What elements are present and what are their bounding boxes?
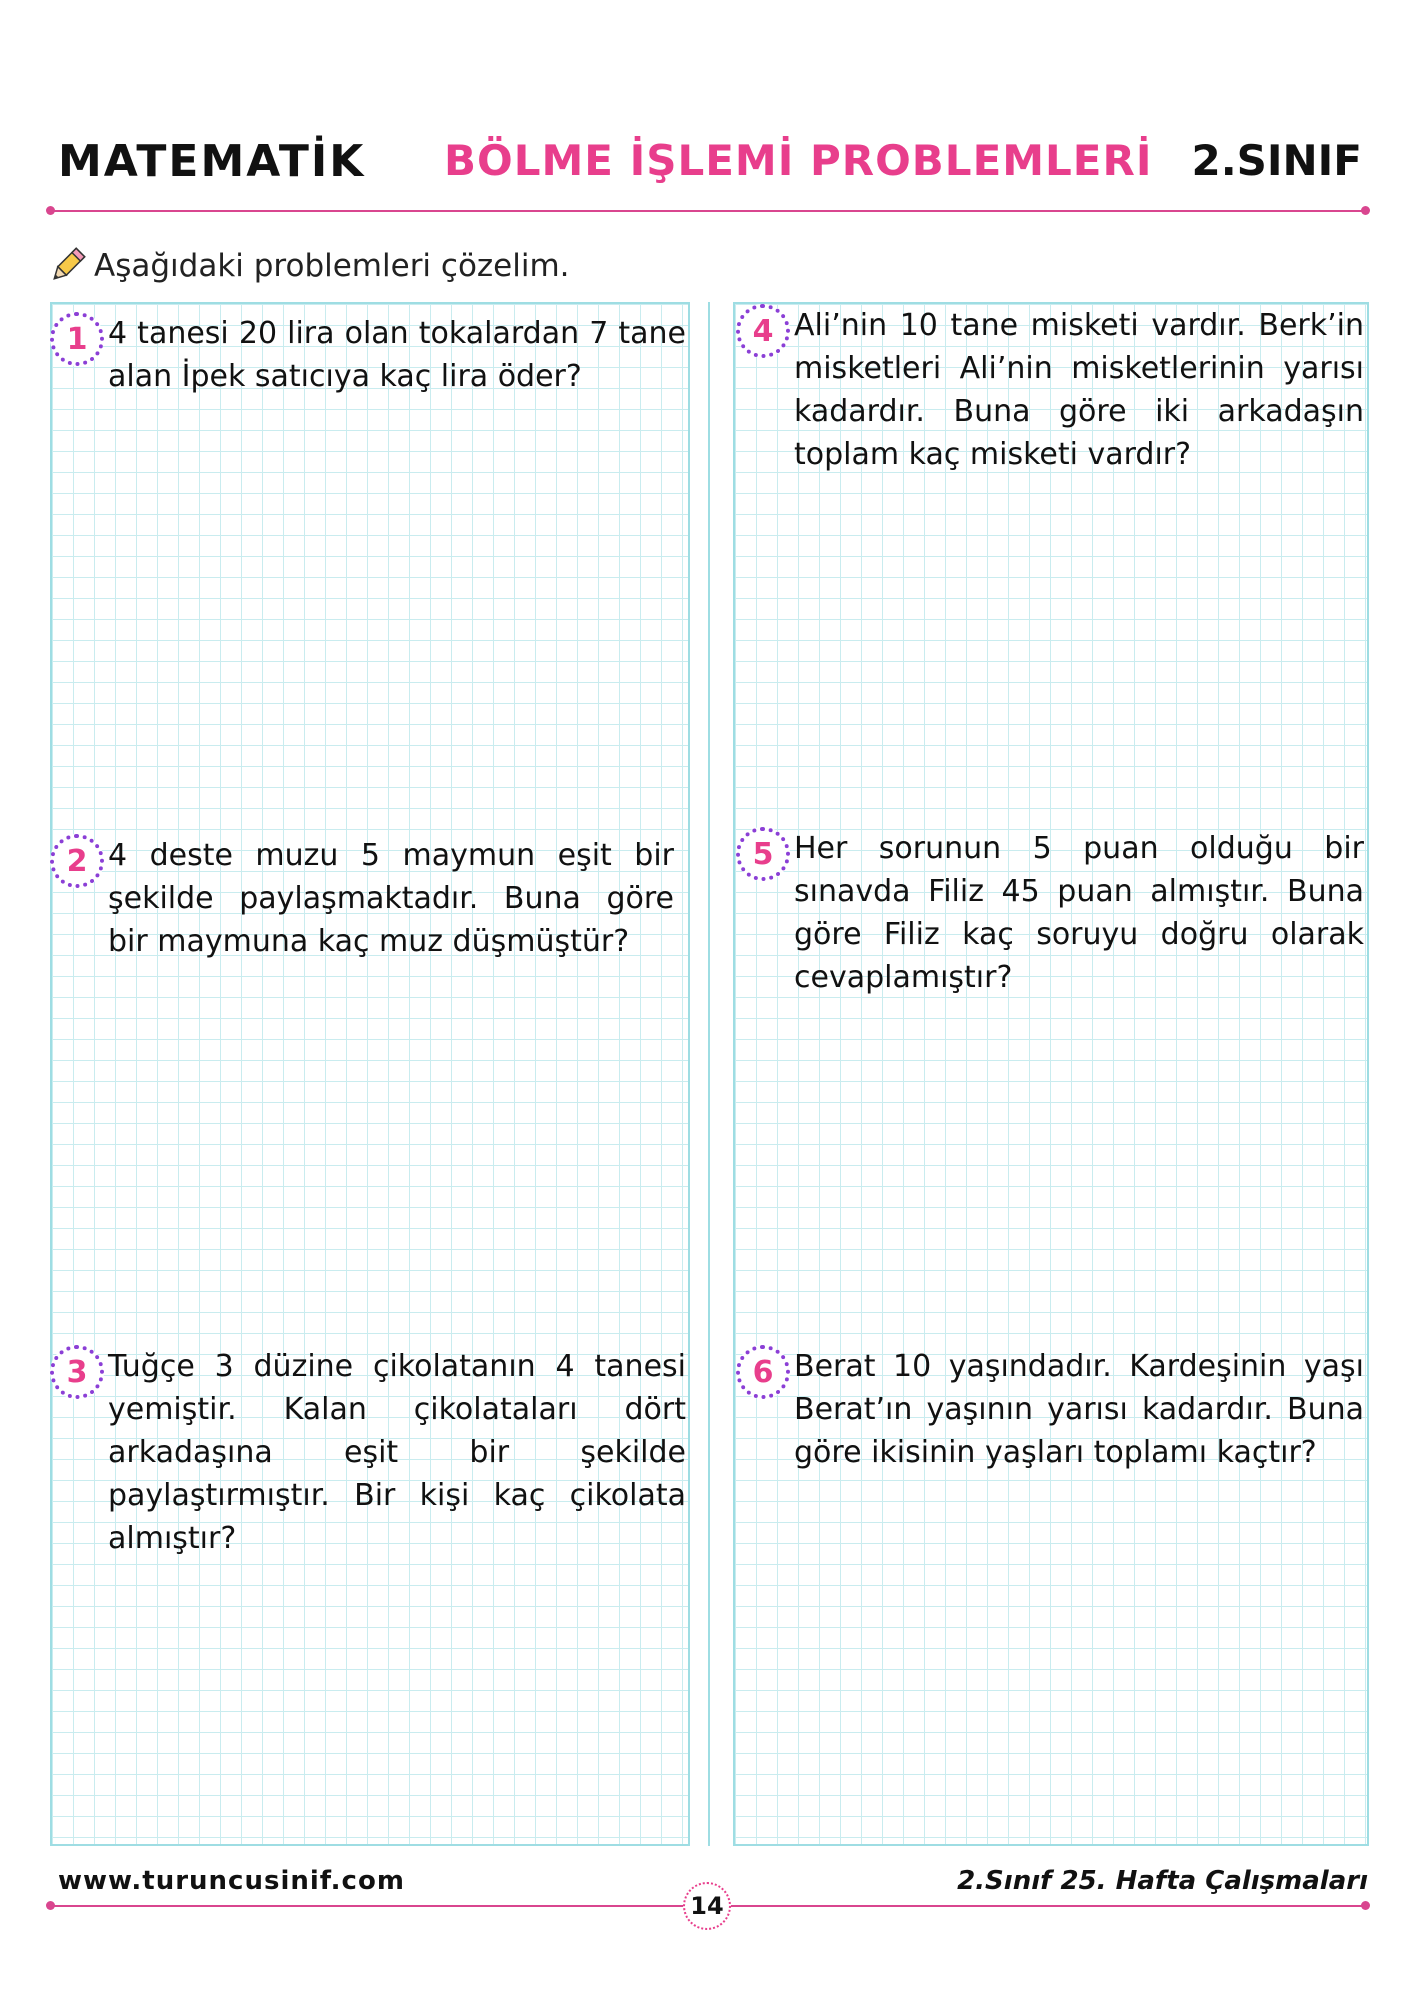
subject-label: MATEMATİK	[58, 136, 366, 187]
page-header	[0, 136, 1414, 196]
problem-text: Berat 10 yaşındadır. Kardeşinin yaşı Berat’ın yaşının yarısı kadardır. Buna göre ikisinin yaşları toplamı kaçtır?	[794, 1349, 1364, 1470]
page-number: 14	[683, 1882, 731, 1930]
problem-6	[736, 1345, 1368, 1474]
series-label: 2.Sınıf 25. Hafta Çalışmaları	[957, 1866, 1368, 1896]
problem-5	[736, 827, 1368, 999]
divider-dot-left	[46, 1901, 55, 1910]
pencil-icon	[46, 245, 88, 287]
divider-dot-right	[1361, 1901, 1370, 1910]
right-grid-panel	[733, 302, 1369, 1846]
instruction	[46, 242, 570, 290]
problem-number-badge: 4	[736, 304, 790, 358]
problem-text: Her sorunun 5 puan olduğu bir sınavda Filiz 45 puan almıştır. Buna göre Filiz kaç soruyu doğru olarak cevaplamıştır?	[794, 831, 1364, 995]
problem-text: 4 tanesi 20 lira olan tokalardan 7 tane alan İpek satıcıya kaç lira öder?	[108, 316, 686, 394]
problem-number-badge: 1	[50, 312, 104, 366]
problem-number-badge: 2	[50, 834, 104, 888]
problem-text: Tuğçe 3 düzine çikolatanın 4 tanesi yemiştir. Kalan çikolataları dört arkadaşına eşit bir şekilde paylaştırmıştır. Bir kişi kaç çikolata almıştır?	[108, 1349, 686, 1556]
instruction-text: Aşağıdaki problemleri çözelim.	[94, 248, 570, 284]
left-grid-panel	[50, 302, 690, 1846]
problem-2	[50, 834, 690, 963]
header-divider	[50, 210, 1366, 212]
problem-3	[50, 1345, 690, 1560]
problem-4	[736, 304, 1368, 476]
column-divider	[708, 302, 710, 1846]
problem-number-badge: 3	[50, 1345, 104, 1399]
problem-1	[50, 312, 690, 398]
website-link[interactable]: www.turuncusinif.com	[58, 1866, 405, 1896]
divider-dot-left	[46, 206, 55, 215]
grade-label: 2.SINIF	[1191, 136, 1362, 185]
worksheet-title: BÖLME İŞLEMİ PROBLEMLERİ	[444, 136, 1153, 185]
problem-number-badge: 5	[736, 827, 790, 881]
problem-number-badge: 6	[736, 1345, 790, 1399]
divider-dot-right	[1361, 206, 1370, 215]
problem-text: 4 deste muzu 5 maymun eşit bir şekilde paylaşmaktadır. Buna göre bir maymuna kaç muz düşmüştür?	[108, 838, 674, 959]
problem-text: Ali’nin 10 tane misketi vardır. Berk’in misketleri Ali’nin misketlerinin yarısı kadardır. Buna göre iki arkadaşın toplam kaç misketi vardır?	[794, 308, 1364, 472]
